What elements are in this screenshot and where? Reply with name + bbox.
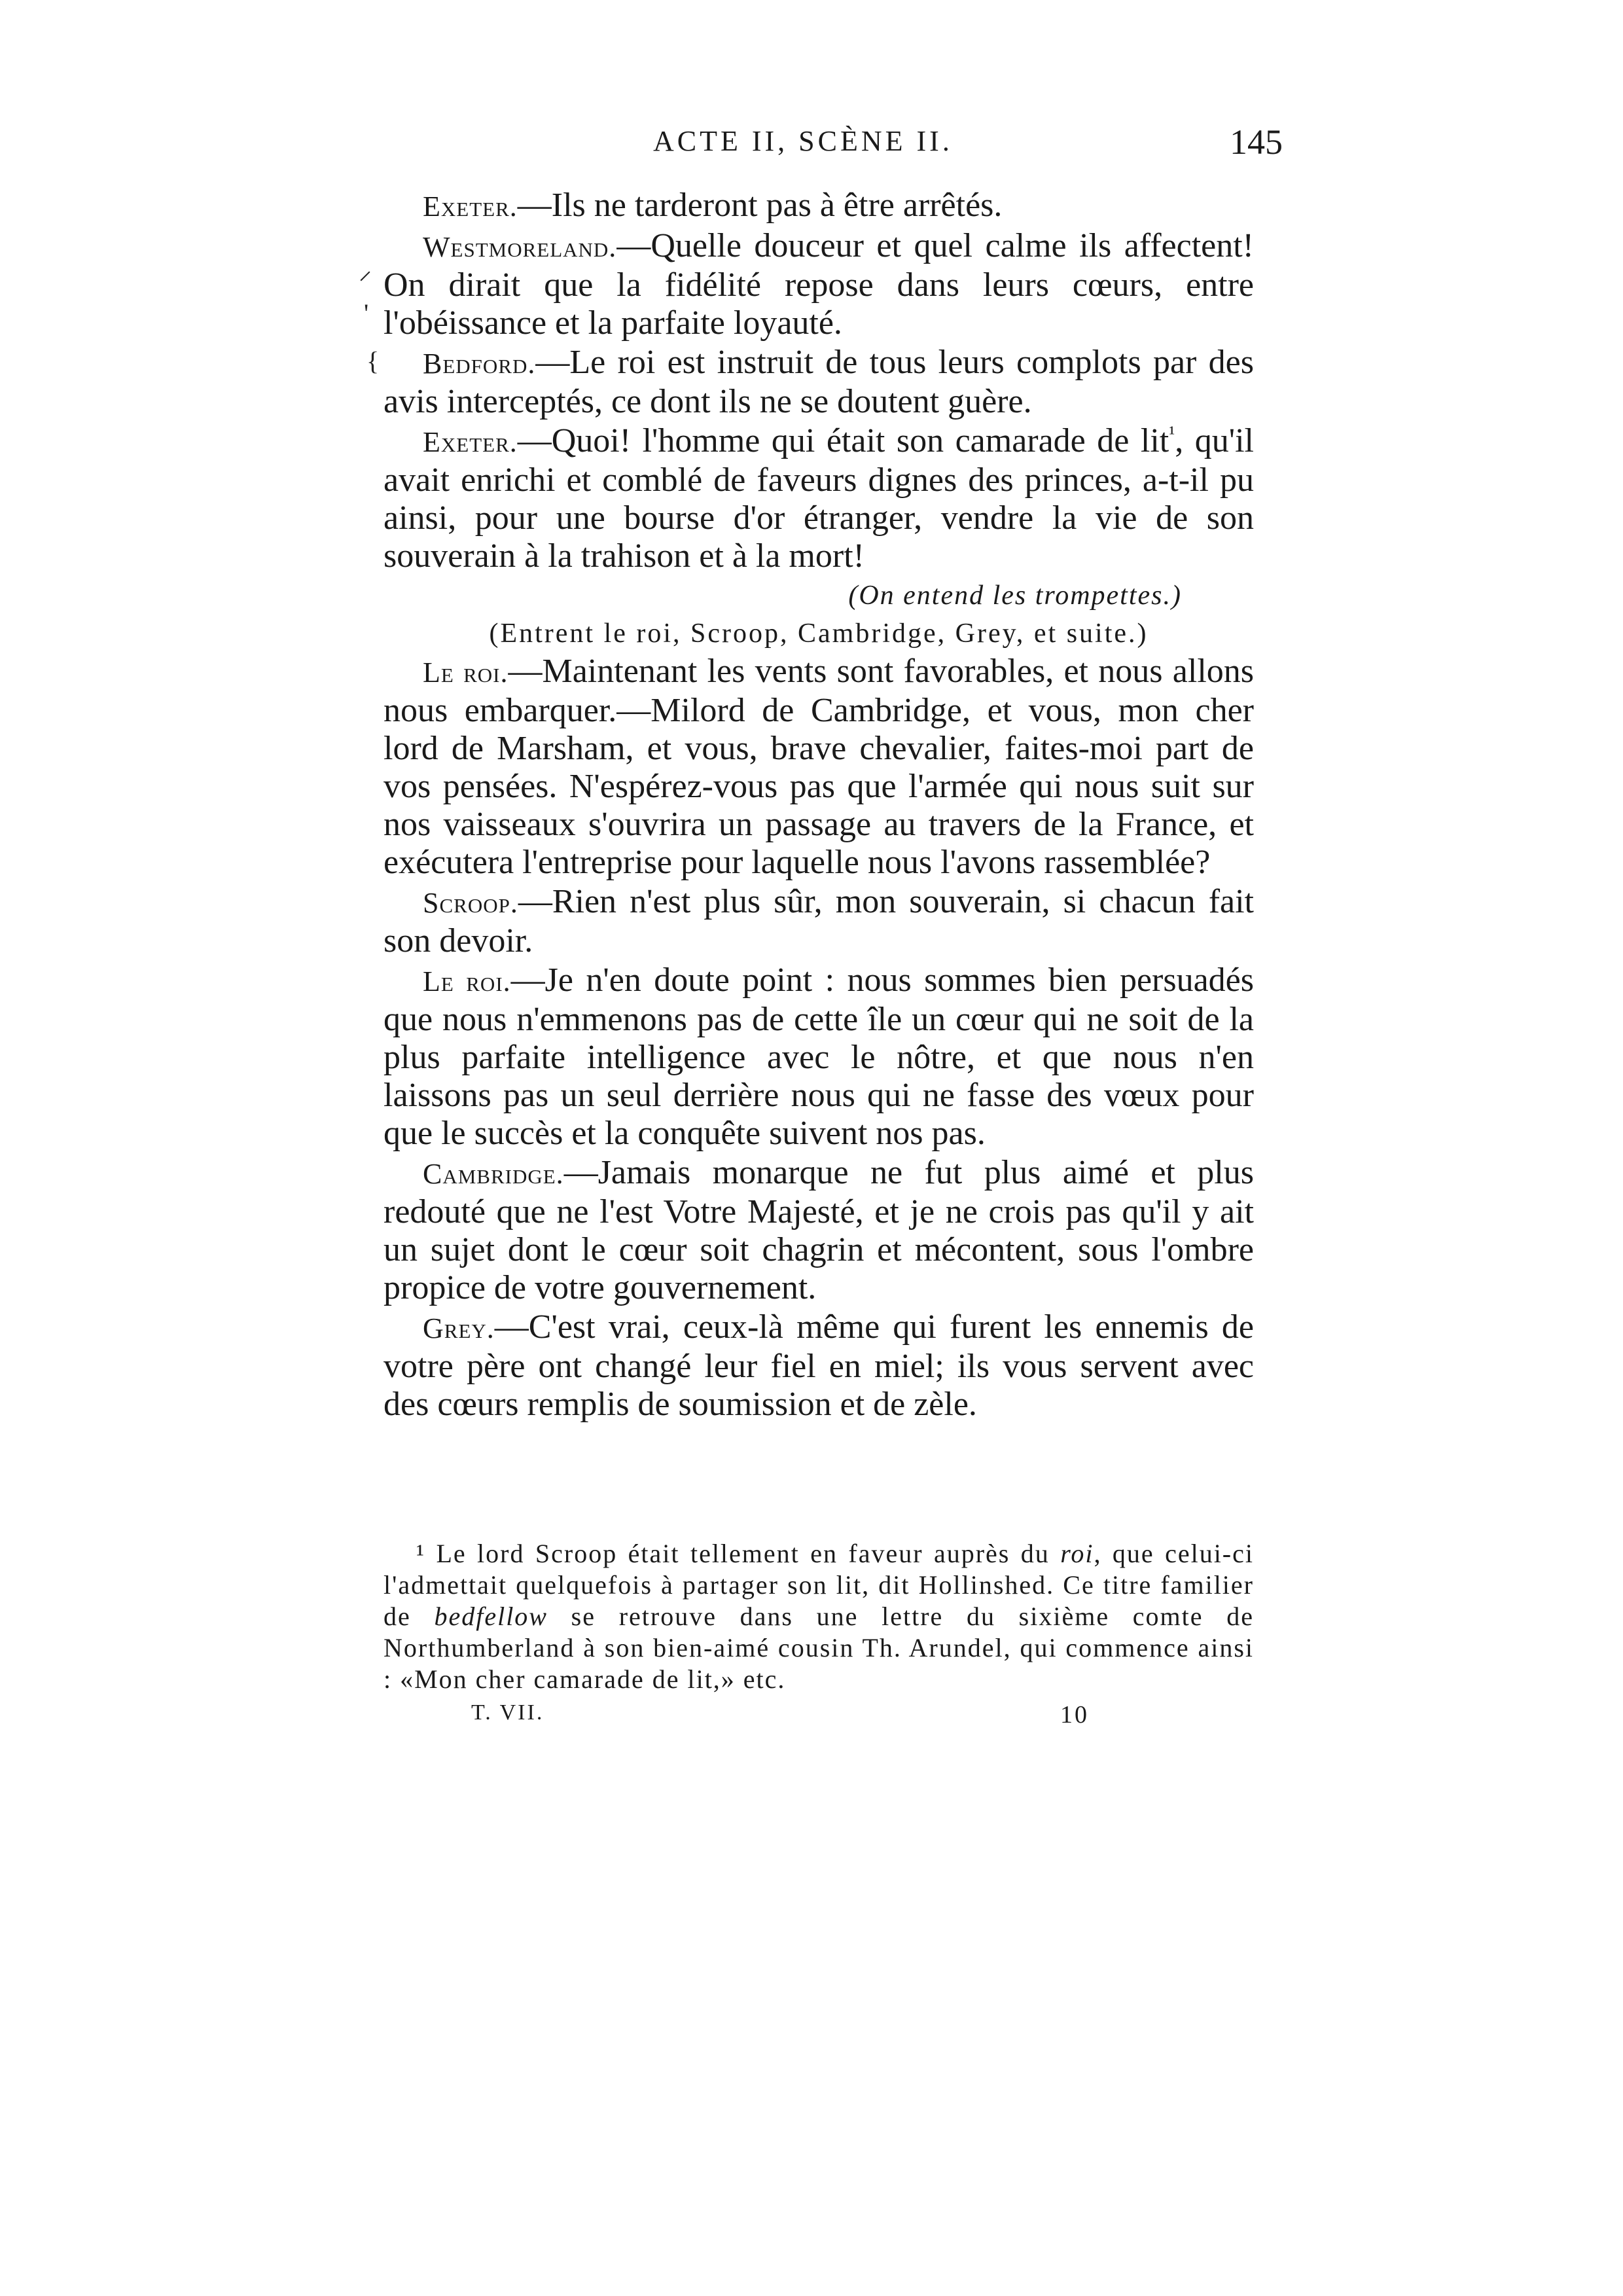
- speech-text: , qu'il avait enrichi et comblé de faveurs dignes des princes, a-t-il pu ainsi, pour une bourse d'or étranger, vendre la vie de son souverain à la trahison et à la mort!: [383, 422, 1254, 575]
- speech: [383, 961, 1254, 1153]
- speech: [383, 187, 1254, 226]
- speech-text: —Ils ne tarderont pas à être arrêtés.: [517, 187, 1003, 224]
- margin-mark: {: [366, 346, 380, 376]
- footnote-reference: ¹: [1169, 422, 1175, 444]
- speech-text: —C'est vrai, ceux-là même qui furent les ennemis de votre père ont changé leur fiel en miel; ils vous servent avec des cœurs remplis de soumission et de zèle.: [383, 1308, 1254, 1423]
- speaker-name: Bedford.: [423, 348, 536, 380]
- running-head: ACTE II, SCÈNE II.: [653, 125, 953, 157]
- footnote: [383, 1538, 1254, 1695]
- footnote-text: Le lord Scroop était tellement en faveur auprès du: [436, 1539, 1061, 1568]
- speech-text: —Maintenant les vents sont favorables, et nous allons nous embarquer.—Milord de Cambridge, et vous, mon cher lord de Marsham, et vous, brave chevalier, faites-moi part de vos pensées. N'espérez-vous pas que l'armée qui nous suit sur nos vaisseaux s'ouvrira un passage au travers de la France, et exécutera l'entreprise pour laquelle nous l'avons rassemblée?: [383, 653, 1254, 881]
- stage-direction: (Entrent le roi, Scroop, Cambridge, Grey, et suite.): [489, 619, 1149, 649]
- speech-text: —Quoi! l'homme qui était son camarade de lit: [517, 422, 1169, 459]
- speech-text: —Jamais monarque ne fut plus aimé et plus redouté que ne l'est Votre Majesté, et je ne crois pas qu'il y ait un sujet dont le cœur soit chagrin et mécontent, sous l'ombre propice de votre gouvernement.: [383, 1154, 1254, 1306]
- volume-mark: T. VII.: [471, 1700, 544, 1725]
- speaker-name: Cambridge.: [423, 1158, 564, 1190]
- speech-text: —Rien n'est plus sûr, mon souverain, si chacun fait son devoir.: [383, 883, 1254, 960]
- speaker-name: Grey.: [423, 1312, 495, 1344]
- page-header: [380, 122, 1283, 174]
- speech-text: —Je n'en doute point : nous sommes bien persuadés que nous n'emmenons pas de cette île un cœur qui ne soit de la plus parfaite intelligence avec le nôtre, et que nous n'en laissons pas un seul derrière nous qui ne fasse des vœux pour que le succès et la conquête suivent nos pas.: [383, 961, 1255, 1152]
- footnote-italic: roi: [1060, 1539, 1094, 1568]
- speech: [383, 1154, 1254, 1307]
- speaker-name: Le roi.: [423, 965, 511, 997]
- speech: [383, 1308, 1254, 1424]
- speech-text: —Quelle douceur et quel calme ils affectent! On dirait que la fidélité repose dans leurs cœurs, entre l'obéissance et la parfaite loyauté.: [383, 227, 1254, 342]
- speech: [383, 422, 1254, 575]
- speaker-name: Le roi.: [423, 656, 508, 689]
- speech: [383, 227, 1254, 342]
- speech: [383, 653, 1254, 882]
- speaker-name: Exeter.: [423, 190, 518, 223]
- margin-mark: ': [364, 298, 369, 328]
- footnote-text: , que celui-ci l'admettait quelquefois à partager son lit, dit Hollinshed. Ce titre familier de: [383, 1539, 1254, 1631]
- footnote-italic: bedfellow: [434, 1602, 548, 1631]
- speaker-name: Scroop.: [423, 887, 518, 919]
- footnote-mark: ¹: [416, 1539, 425, 1568]
- stage-direction: (On entend les trompettes.): [848, 581, 1182, 611]
- speech-text: —Le roi est instruit de tous leurs complots par des avis interceptés, ce dont ils ne se doutent guère.: [383, 344, 1254, 420]
- sheet-signature: 10: [1060, 1701, 1089, 1729]
- speaker-name: Westmoreland.: [423, 231, 617, 263]
- margin-mark: ⸍: [359, 266, 372, 296]
- speech: [383, 883, 1254, 960]
- page-number: 145: [1230, 122, 1283, 162]
- speaker-name: Exeter.: [423, 426, 518, 458]
- footnote-text: se retrouve dans une lettre du sixième comte de Northumberland à son bien-aimé cousin Th. Arundel, qui commence ainsi : «Mon cher camarade de lit,» etc.: [383, 1602, 1254, 1694]
- speech: [383, 344, 1254, 421]
- play-text: [383, 187, 1254, 1425]
